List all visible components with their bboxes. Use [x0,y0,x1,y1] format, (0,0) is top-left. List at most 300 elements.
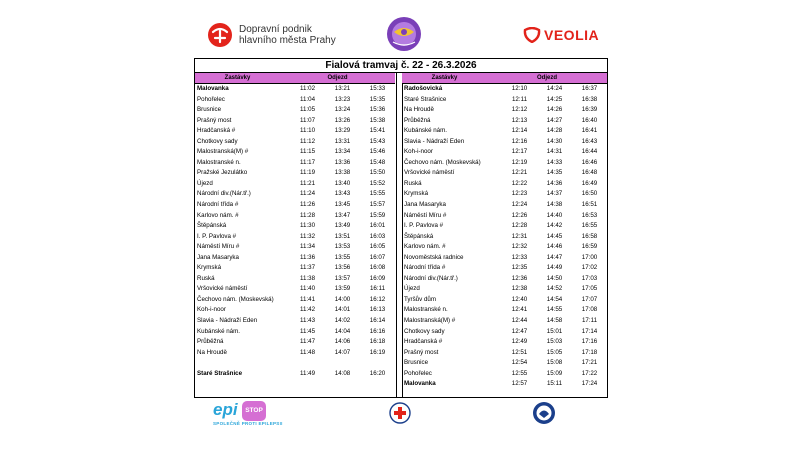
stop-name: Slavia - Nádraží Eden [197,317,258,325]
departure-time: 12:38 [511,285,528,293]
header-departure: Odjezd [327,75,348,81]
return-column [402,73,607,390]
departure-time: 14:33 [546,158,563,166]
stop-name: Staré Strašnice [197,369,243,377]
timetable-row [402,168,607,179]
departure-time: 17:16 [581,338,598,346]
stop-name: Ruská [404,179,422,187]
departure-time: 15:55 [369,190,386,198]
departure-time: 11:30 [299,222,316,230]
timetable-row [402,295,607,306]
departure-time: 14:45 [546,232,563,240]
timetable-row [195,295,395,306]
timetable-row [402,221,607,232]
departure-time: 16:50 [581,190,598,198]
departure-time: 14:00 [334,295,351,303]
departure-time: 14:49 [546,264,563,272]
timetable-row [195,263,395,274]
stop-name: Štěpánská [404,232,434,240]
departure-time: 15:41 [369,127,386,135]
timetable-row [195,284,395,295]
event-emblem-icon [385,15,423,53]
timetable-row [195,168,395,179]
departure-time: 11:10 [299,127,316,135]
departure-time: 16:03 [369,232,386,240]
departure-time: 15:33 [369,85,386,92]
timetable-row [402,200,607,211]
departure-time: 12:33 [511,253,528,261]
departure-time: 14:27 [546,116,563,124]
departure-time: 12:40 [511,295,528,303]
stop-name [195,358,290,369]
timetable-row [402,211,607,222]
departure-time: 13:56 [334,264,351,272]
departure-time: 12:44 [511,317,528,325]
departure-time: 12:51 [511,348,528,356]
timetable-row [195,232,395,243]
departure-time: 14:31 [546,148,563,156]
departure-time: 12:21 [511,169,528,177]
timetable-row [402,147,607,158]
timetable-row [402,316,607,327]
departure-time: 11:05 [299,106,316,114]
departure-time: 15:36 [369,106,386,114]
departure-time: 14:02 [334,317,351,325]
timetable-row [402,369,607,380]
departure-time: 16:49 [581,179,598,187]
departure-time: 17:07 [581,295,598,303]
departure-time: 11:26 [299,201,316,209]
departure-time: 11:19 [299,169,316,177]
departure-time: 16:13 [369,306,386,314]
stop-name: Pražské Jezulátko [197,169,248,177]
departure-time: 11:40 [299,285,316,293]
epi-wordmark: epi [213,400,238,419]
departure-time: 11:36 [299,253,316,261]
outbound-header [195,73,395,84]
timetable-row [402,274,607,285]
departure-time: 13:51 [334,232,351,240]
departure-time: 15:59 [369,211,386,219]
timetable-row [195,358,395,369]
stop-name: Hradčanská # [197,127,236,135]
outbound-rows [195,84,395,379]
departure-time: 17:03 [581,274,598,282]
stop-name: Na Hroudě [197,348,227,356]
departure-time: 16:40 [581,116,598,124]
dpp-emblem-icon [207,22,233,48]
timetable-row [402,263,607,274]
departure-time: 13:43 [334,190,351,198]
departure-time: 14:38 [546,201,563,209]
departure-time: 14:08 [334,369,351,377]
departure-time: 13:31 [334,137,351,145]
departure-time: 16:53 [581,211,598,219]
departure-time: 12:36 [511,274,528,282]
departure-time: 14:46 [546,243,563,251]
departure-time: 16:20 [369,369,386,377]
departure-time: 16:58 [581,232,598,240]
departure-time: 13:34 [334,148,351,156]
departure-time: 16:59 [581,243,598,251]
departure-time: 14:52 [546,285,563,293]
stop-name: I. P. Pavlova # [404,222,444,230]
departure-time: 16:05 [369,243,386,251]
stop-name: Koh-i-noor [197,306,226,314]
departure-time: 13:45 [334,201,351,209]
departure-time: 16:16 [369,327,386,335]
stop-name: Národní div.(Nár.tř.) [404,274,458,282]
stop-name: Vršovické náměstí [197,285,248,293]
departure-time: 13:21 [334,85,351,92]
departure-time: 17:21 [581,359,598,367]
departure-time: 14:50 [546,274,563,282]
departure-time: 16:43 [581,137,598,145]
departure-time: 13:36 [334,158,351,166]
departure-time: 14:28 [546,127,563,135]
dpp-name [239,24,336,46]
departure-time: 14:42 [546,222,563,230]
departure-time: 12:49 [511,338,528,346]
stop-name: Pohořelec [404,369,432,377]
departure-time: 16:07 [369,253,386,261]
stop-name: Malovanka [197,85,229,92]
stop-name: Malostranské n. [197,158,241,166]
stop-name: Krymská [404,190,429,198]
departure-time: 15:50 [369,169,386,177]
departure-time: 12:16 [511,137,528,145]
departure-time: 12:22 [511,179,528,187]
timetable-row [402,379,607,390]
timetable-row [402,232,607,243]
timetable-row [402,105,607,116]
timetable-row [195,242,395,253]
stop-name: Náměstí Míru # [404,211,447,219]
departure-time: 11:47 [299,338,316,346]
departure-time: 14:01 [334,306,351,314]
departure-time: 13:53 [334,243,351,251]
departure-time: 17:11 [581,317,598,325]
departure-time: 14:07 [334,348,351,356]
header-stops: Zastávky [431,75,458,81]
stop-name: Pohořelec [197,95,225,103]
departure-time: 11:32 [299,232,316,240]
timetable-row [195,348,395,359]
departure-time: 17:08 [581,306,598,314]
departure-time [290,358,325,369]
stop-name: Kubánské nám. [404,127,447,135]
stop-name: Jana Masaryka [404,201,446,209]
departure-time: 14:54 [546,295,563,303]
departure-time: 16:37 [581,85,598,92]
return-rows [402,84,607,390]
veolia-emblem-icon [523,27,541,43]
stop-name: Novoměstská radnice [404,253,464,261]
timetable-row [195,84,395,95]
departure-time: 12:24 [511,201,528,209]
stop-name: Staré Strašnice [404,95,447,103]
departure-time: 13:40 [334,179,351,187]
stop-name: I. P. Pavlova # [197,232,237,240]
departure-time: 12:47 [511,327,528,335]
departure-time: 16:46 [581,158,598,166]
departure-time: 13:55 [334,253,351,261]
stop-name: Čechovo nám. (Moskevská) [404,158,481,166]
timetable-row [402,242,607,253]
stop-name: Národní třída # [404,264,446,272]
departure-time: 11:42 [299,306,316,314]
stop-name: Jana Masaryka [197,253,239,261]
departure-time: 17:24 [581,380,598,388]
departure-time: 15:46 [369,148,386,156]
veolia-logo [523,27,599,43]
departure-time: 12:13 [511,116,528,124]
timetable-row [195,316,395,327]
timetable-row [195,369,395,380]
departure-time: 14:47 [546,253,563,261]
timetable-row [402,116,607,127]
dpp-logo [207,22,336,48]
departure-time: 12:32 [511,243,528,251]
stop-name: Čechovo nám. (Moskevská) [197,295,274,303]
timetable-row [195,95,395,106]
stop-name: Štěpánská [197,222,227,230]
timetable-row [195,305,395,316]
header-stops: Zastávky [224,75,251,81]
departure-time: 12:14 [511,127,528,135]
departure-time: 15:35 [369,95,386,103]
departure-time: 12:17 [511,148,528,156]
departure-time: 15:11 [546,380,563,388]
departure-time: 12:54 [511,359,528,367]
timetable-title: Fialová tramvaj č. 22 - 26.3.2026 [195,59,607,73]
stop-name: Národní třída # [197,201,239,209]
departure-time: 11:15 [299,148,316,156]
red-cross-icon [389,402,411,424]
timetable-row [402,337,607,348]
departure-time: 11:37 [299,264,316,272]
departure-time: 16:18 [369,338,386,346]
stop-name: Karlovo nám. # [404,243,446,251]
timetable-row [402,327,607,338]
departure-time: 16:14 [369,317,386,325]
departure-time: 16:55 [581,222,598,230]
epistop-logo [213,400,283,426]
sj-emblem-icon [532,401,556,425]
stop-name: Újezd [404,285,420,293]
epi-tagline: SPOLEČNĚ PROTI EPILEPSII [213,421,283,426]
timetable-row [402,137,607,148]
timetable-row [402,158,607,169]
timetable [194,58,608,398]
departure-time: 12:12 [511,106,528,114]
timetable-row [195,211,395,222]
timetable-row [195,105,395,116]
timetable-row [402,253,607,264]
departure-time: 14:36 [546,179,563,187]
stop-name: Karlovo nám. # [197,211,239,219]
departure-time [360,358,395,369]
timetable-row [195,189,395,200]
departure-time: 12:41 [511,306,528,314]
stop-name: Chotkovy sady [197,137,238,145]
departure-time: 15:09 [546,369,563,377]
departure-time: 11:02 [299,85,316,92]
departure-time: 16:48 [581,169,598,177]
departure-time: 14:58 [546,317,563,325]
stop-name: Brusnice [404,359,429,367]
departure-time: 17:18 [581,348,598,356]
departure-time: 12:55 [511,369,528,377]
departure-time: 16:12 [369,295,386,303]
stop-name: Náměstí Míru # [197,243,240,251]
timetable-row [402,179,607,190]
departure-time: 16:11 [369,285,386,293]
stop-name: Ruská [197,274,215,282]
stop-name: Brusnice [197,106,222,114]
departure-time: 17:02 [581,264,598,272]
timetable-row [195,221,395,232]
stop-name: Na Hroudě [404,106,434,114]
departure-time: 13:26 [334,116,351,124]
timetable-row [195,137,395,148]
timetable-row [402,348,607,359]
stop-name: Prašný most [197,116,232,124]
departure-time: 14:06 [334,338,351,346]
timetable-row [402,84,607,95]
stop-name: Malostranská(M) # [197,148,249,156]
departure-time: 12:31 [511,232,528,240]
departure-time [325,358,360,369]
departure-time: 14:26 [546,106,563,114]
departure-time: 16:01 [369,222,386,230]
departure-time: 15:01 [546,327,563,335]
departure-time: 14:04 [334,327,351,335]
departure-time: 14:37 [546,190,563,198]
stop-name: Průběžná [197,338,224,346]
timetable-row [195,179,395,190]
stop-name: Prašný most [404,348,439,356]
departure-time: 12:57 [511,380,528,388]
departure-time: 11:21 [299,179,316,187]
timetable-row [195,200,395,211]
departure-time: 17:22 [581,369,598,377]
departure-time: 12:19 [511,158,528,166]
departure-time: 11:12 [299,137,316,145]
timetable-row [402,358,607,369]
departure-time: 13:29 [334,127,351,135]
departure-time: 17:14 [581,327,598,335]
departure-time: 11:41 [299,295,316,303]
timetable-row [195,337,395,348]
departure-time: 13:24 [334,106,351,114]
stop-name: Národní div.(Nár.tř.) [197,190,251,198]
departure-time: 13:49 [334,222,351,230]
veolia-wordmark: VEOLIA [544,27,600,43]
timetable-row [195,126,395,137]
stop-name: Malostranské n. [404,306,448,314]
departure-time: 14:35 [546,169,563,177]
departure-time: 16:41 [581,127,598,135]
departure-time: 11:43 [299,317,316,325]
departure-time: 13:23 [334,95,351,103]
stop-name: Kubánské nám. [197,327,240,335]
departure-time: 15:52 [369,179,386,187]
timetable-row [195,274,395,285]
departure-time: 15:57 [369,201,386,209]
departure-time: 11:38 [299,274,316,282]
departure-time: 12:35 [511,264,528,272]
stop-name: Průběžná [404,116,431,124]
departure-time: 12:10 [511,85,528,92]
timetable-row [195,158,395,169]
departure-time: 16:08 [369,264,386,272]
departure-time: 16:44 [581,148,598,156]
departure-time: 17:00 [581,253,598,261]
stop-name: Vršovické náměstí [404,169,455,177]
timetable-row [402,284,607,295]
departure-time: 11:24 [299,190,316,198]
departure-time: 15:43 [369,137,386,145]
departure-time: 16:51 [581,201,598,209]
timetable-row [195,116,395,127]
outbound-column [195,73,395,379]
departure-time: 16:19 [369,348,386,356]
departure-time: 15:48 [369,158,386,166]
departure-time: 11:28 [299,211,316,219]
stop-name: Krymská [197,264,222,272]
departure-time: 14:40 [546,211,563,219]
timetable-row [402,126,607,137]
stop-name: Chotkovy sady [404,327,445,335]
epi-stop-badge: STOP [242,401,266,421]
departure-time: 14:30 [546,137,563,145]
departure-time: 15:03 [546,338,563,346]
departure-time: 13:47 [334,211,351,219]
stop-name: Slavia - Nádraží Eden [404,137,465,145]
departure-time: 13:38 [334,169,351,177]
timetable-row [195,327,395,338]
stop-name: Radošovická [404,85,443,92]
stop-name: Koh-i-noor [404,148,433,156]
departure-time: 14:55 [546,306,563,314]
departure-time: 11:34 [299,243,316,251]
dpp-line-1: Dopravní podnik [239,24,312,35]
departure-time: 12:11 [511,95,528,103]
departure-time: 15:05 [546,348,563,356]
timetable-row [195,147,395,158]
departure-time: 16:38 [581,95,598,103]
timetable-row [402,305,607,316]
timetable-row [402,95,607,106]
departure-time: 13:59 [334,285,351,293]
stop-name: Malovanka [404,380,436,388]
departure-time: 11:04 [299,95,316,103]
timetable-row [195,253,395,264]
stop-name: Újezd [197,179,213,187]
departure-time: 12:23 [511,190,528,198]
departure-time: 15:08 [546,359,563,367]
departure-time: 11:48 [299,348,316,356]
stop-name: Malostranská(M) # [404,317,456,325]
departure-time: 12:26 [511,211,528,219]
return-header [402,73,607,84]
departure-time: 16:39 [581,106,598,114]
departure-time: 11:45 [299,327,316,335]
stop-name: Hradčanská # [404,338,443,346]
header-departure: Odjezd [536,75,557,81]
departure-time: 15:38 [369,116,386,124]
